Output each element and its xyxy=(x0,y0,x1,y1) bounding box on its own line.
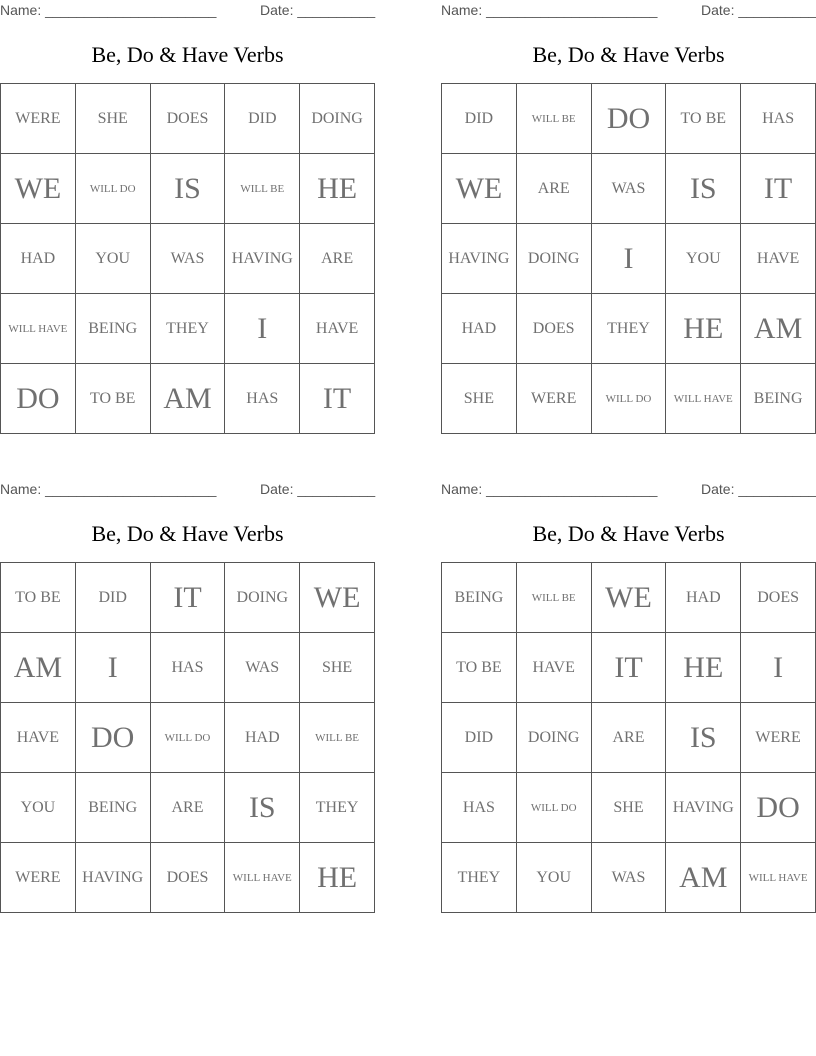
bingo-cell: DOES xyxy=(151,843,226,913)
name-field-label: Name: ______________________ xyxy=(0,481,217,497)
bingo-cell: DID xyxy=(225,84,300,154)
card-header xyxy=(0,479,375,501)
bingo-cell: BEING xyxy=(442,563,517,633)
bingo-cell: IT xyxy=(592,633,667,703)
bingo-cell: HE xyxy=(300,843,375,913)
name-field-label: Name: ______________________ xyxy=(441,2,658,18)
bingo-cell: DID xyxy=(442,84,517,154)
bingo-cell: DOING xyxy=(300,84,375,154)
bingo-cell: BEING xyxy=(76,294,151,364)
bingo-cell: HAVING xyxy=(666,773,741,843)
bingo-cell: AM xyxy=(741,294,816,364)
bingo-cell: THEY xyxy=(151,294,226,364)
bingo-cell: TO BE xyxy=(1,563,76,633)
bingo-cell: BEING xyxy=(741,364,816,434)
bingo-cell: HAVE xyxy=(741,224,816,294)
bingo-cell: HE xyxy=(666,294,741,364)
bingo-card-4 xyxy=(441,479,816,913)
bingo-cell: I xyxy=(592,224,667,294)
bingo-cell: WE xyxy=(592,563,667,633)
bingo-cell: DOING xyxy=(517,224,592,294)
bingo-cell: ARE xyxy=(517,154,592,224)
bingo-cell: ARE xyxy=(300,224,375,294)
bingo-cell: IT xyxy=(741,154,816,224)
bingo-cell: WILL HAVE xyxy=(225,843,300,913)
card-header xyxy=(441,0,816,22)
bingo-cell: WERE xyxy=(1,843,76,913)
bingo-cell: YOU xyxy=(666,224,741,294)
bingo-cell: I xyxy=(225,294,300,364)
date-field-label: Date: __________ xyxy=(701,2,816,18)
bingo-cell: WE xyxy=(300,563,375,633)
bingo-cell: IS xyxy=(666,154,741,224)
bingo-cell: YOU xyxy=(517,843,592,913)
bingo-cell: TO BE xyxy=(76,364,151,434)
bingo-cell: HAD xyxy=(225,703,300,773)
bingo-cell: TO BE xyxy=(442,633,517,703)
bingo-cell: AM xyxy=(666,843,741,913)
bingo-cell: WILL HAVE xyxy=(741,843,816,913)
bingo-cell: AM xyxy=(1,633,76,703)
bingo-cell: DOING xyxy=(225,563,300,633)
bingo-cell: ARE xyxy=(151,773,226,843)
bingo-cell: DO xyxy=(1,364,76,434)
bingo-cell: WILL DO xyxy=(592,364,667,434)
bingo-cell: HAVING xyxy=(225,224,300,294)
bingo-cell: WAS xyxy=(592,843,667,913)
bingo-cell: WERE xyxy=(1,84,76,154)
card-header xyxy=(0,0,375,22)
bingo-cell: WILL DO xyxy=(76,154,151,224)
card-title: Be, Do & Have Verbs xyxy=(91,42,284,67)
bingo-cell: THEY xyxy=(442,843,517,913)
bingo-cell: DO xyxy=(592,84,667,154)
bingo-cell: HAS xyxy=(442,773,517,843)
bingo-cell: BEING xyxy=(76,773,151,843)
bingo-cell: WILL BE xyxy=(300,703,375,773)
bingo-cell: WILL DO xyxy=(151,703,226,773)
bingo-cell: HAS xyxy=(151,633,226,703)
bingo-cell: IS xyxy=(225,773,300,843)
bingo-cell: DOES xyxy=(741,563,816,633)
bingo-cell: HAVING xyxy=(442,224,517,294)
bingo-cell: DOES xyxy=(151,84,226,154)
bingo-cell: IS xyxy=(151,154,226,224)
bingo-cell: HAVE xyxy=(517,633,592,703)
bingo-cell: HAS xyxy=(225,364,300,434)
bingo-grid xyxy=(0,562,375,913)
bingo-cell: YOU xyxy=(76,224,151,294)
bingo-cell: HAVE xyxy=(300,294,375,364)
card-header xyxy=(441,479,816,501)
bingo-cell: IT xyxy=(151,563,226,633)
bingo-cell: TO BE xyxy=(666,84,741,154)
bingo-cell: SHE xyxy=(76,84,151,154)
card-title: Be, Do & Have Verbs xyxy=(532,42,725,67)
bingo-cell: HE xyxy=(300,154,375,224)
bingo-cell: WE xyxy=(442,154,517,224)
bingo-card-1 xyxy=(0,0,375,434)
bingo-card-2 xyxy=(441,0,816,434)
bingo-cell: DID xyxy=(442,703,517,773)
bingo-cell: HAS xyxy=(741,84,816,154)
bingo-cell: SHE xyxy=(592,773,667,843)
bingo-cell: WE xyxy=(1,154,76,224)
bingo-card-3 xyxy=(0,479,375,913)
date-field-label: Date: __________ xyxy=(260,481,376,497)
name-field-label: Name: ______________________ xyxy=(0,2,217,18)
bingo-cell: DOING xyxy=(517,703,592,773)
bingo-cell: DID xyxy=(76,563,151,633)
bingo-cell: SHE xyxy=(442,364,517,434)
bingo-cell: IT xyxy=(300,364,375,434)
bingo-cell: WERE xyxy=(741,703,816,773)
bingo-cell: WILL DO xyxy=(517,773,592,843)
bingo-cell: HAVING xyxy=(76,843,151,913)
bingo-cell: AM xyxy=(151,364,226,434)
date-field-label: Date: __________ xyxy=(260,2,376,18)
bingo-cell: I xyxy=(76,633,151,703)
bingo-cell: HAVE xyxy=(1,703,76,773)
bingo-cell: WILL BE xyxy=(225,154,300,224)
bingo-cell: WILL HAVE xyxy=(1,294,76,364)
bingo-grid xyxy=(441,83,816,434)
bingo-cell: IS xyxy=(666,703,741,773)
bingo-cell: THEY xyxy=(592,294,667,364)
name-field-label: Name: ______________________ xyxy=(441,481,658,497)
bingo-cell: DO xyxy=(76,703,151,773)
bingo-cell: WILL HAVE xyxy=(666,364,741,434)
date-field-label: Date: __________ xyxy=(701,481,816,497)
bingo-cell: WAS xyxy=(225,633,300,703)
bingo-cell: DO xyxy=(741,773,816,843)
bingo-cell: WILL BE xyxy=(517,84,592,154)
bingo-grid xyxy=(0,83,375,434)
bingo-grid xyxy=(441,562,816,913)
bingo-cell: WAS xyxy=(151,224,226,294)
card-title: Be, Do & Have Verbs xyxy=(91,521,284,546)
bingo-cell: YOU xyxy=(1,773,76,843)
bingo-cell: WAS xyxy=(592,154,667,224)
bingo-cell: HAD xyxy=(666,563,741,633)
bingo-cell: HE xyxy=(666,633,741,703)
bingo-cell: WILL BE xyxy=(517,563,592,633)
card-title: Be, Do & Have Verbs xyxy=(532,521,725,546)
bingo-cell: WERE xyxy=(517,364,592,434)
bingo-cell: ARE xyxy=(592,703,667,773)
bingo-cell: I xyxy=(741,633,816,703)
bingo-cell: SHE xyxy=(300,633,375,703)
bingo-cell: HAD xyxy=(1,224,76,294)
bingo-cell: THEY xyxy=(300,773,375,843)
bingo-cell: HAD xyxy=(442,294,517,364)
bingo-cell: DOES xyxy=(517,294,592,364)
